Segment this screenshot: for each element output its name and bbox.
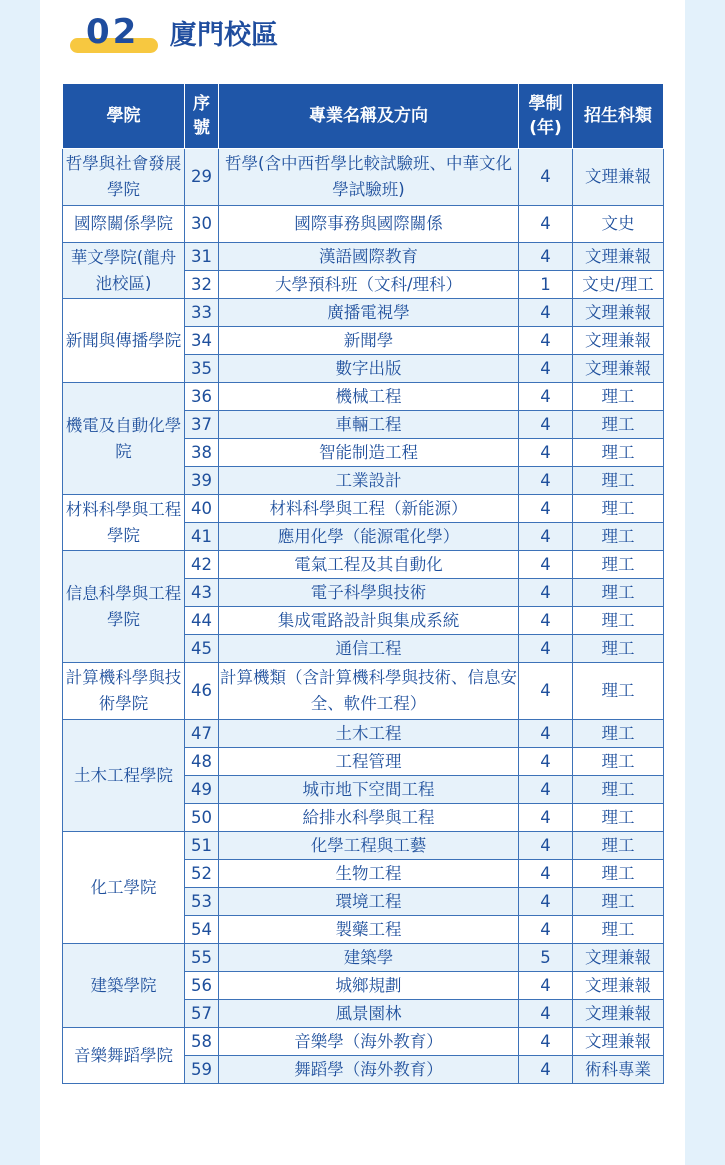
page bbox=[40, 0, 685, 1165]
years-cell: 4 bbox=[519, 916, 573, 944]
category-cell: 文理兼報 bbox=[573, 944, 664, 972]
major-cell: 大學預科班（文科/理科） bbox=[219, 271, 519, 299]
category-cell: 文史/理工 bbox=[573, 271, 664, 299]
major-cell: 音樂學（海外教育） bbox=[219, 1028, 519, 1056]
number-cell: 50 bbox=[185, 804, 219, 832]
college-cell: 華文學院(龍舟池校區) bbox=[63, 243, 185, 299]
major-cell: 土木工程 bbox=[219, 720, 519, 748]
years-cell: 4 bbox=[519, 1000, 573, 1028]
category-cell: 文史 bbox=[573, 206, 664, 243]
years-cell: 4 bbox=[519, 495, 573, 523]
number-cell: 32 bbox=[185, 271, 219, 299]
number-cell: 42 bbox=[185, 551, 219, 579]
years-cell: 4 bbox=[519, 888, 573, 916]
years-cell: 4 bbox=[519, 804, 573, 832]
category-cell: 文理兼報 bbox=[573, 149, 664, 206]
number-cell: 40 bbox=[185, 495, 219, 523]
header-years: 學制(年) bbox=[519, 84, 573, 149]
table-header-row bbox=[63, 84, 664, 149]
number-cell: 52 bbox=[185, 860, 219, 888]
table-row bbox=[63, 663, 664, 720]
major-cell: 城市地下空間工程 bbox=[219, 776, 519, 804]
category-cell: 理工 bbox=[573, 748, 664, 776]
category-cell: 理工 bbox=[573, 776, 664, 804]
major-cell: 計算機類（含計算機科學與技術、信息安全、軟件工程） bbox=[219, 663, 519, 720]
years-cell: 4 bbox=[519, 720, 573, 748]
number-cell: 43 bbox=[185, 579, 219, 607]
major-cell: 電子科學與技術 bbox=[219, 579, 519, 607]
category-cell: 文理兼報 bbox=[573, 299, 664, 327]
number-cell: 30 bbox=[185, 206, 219, 243]
category-cell: 理工 bbox=[573, 860, 664, 888]
college-cell: 建築學院 bbox=[63, 944, 185, 1028]
years-cell: 1 bbox=[519, 271, 573, 299]
category-cell: 理工 bbox=[573, 832, 664, 860]
years-cell: 4 bbox=[519, 776, 573, 804]
number-cell: 37 bbox=[185, 411, 219, 439]
category-cell: 理工 bbox=[573, 495, 664, 523]
category-cell: 文理兼報 bbox=[573, 243, 664, 271]
years-cell: 4 bbox=[519, 206, 573, 243]
major-cell: 環境工程 bbox=[219, 888, 519, 916]
number-cell: 38 bbox=[185, 439, 219, 467]
table-row bbox=[63, 206, 664, 243]
major-cell: 建築學 bbox=[219, 944, 519, 972]
category-cell: 理工 bbox=[573, 579, 664, 607]
table-row bbox=[63, 299, 664, 327]
table-row bbox=[63, 243, 664, 271]
major-cell: 國際事務與國際關係 bbox=[219, 206, 519, 243]
major-cell: 應用化學（能源電化學） bbox=[219, 523, 519, 551]
major-cell: 風景園林 bbox=[219, 1000, 519, 1028]
category-cell: 理工 bbox=[573, 888, 664, 916]
header-category: 招生科類 bbox=[573, 84, 664, 149]
years-cell: 4 bbox=[519, 299, 573, 327]
section-title: 廈門校區 bbox=[170, 20, 278, 51]
college-cell: 土木工程學院 bbox=[63, 720, 185, 832]
years-cell: 4 bbox=[519, 355, 573, 383]
years-cell: 4 bbox=[519, 663, 573, 720]
major-cell: 工程管理 bbox=[219, 748, 519, 776]
table-row bbox=[63, 832, 664, 860]
number-cell: 49 bbox=[185, 776, 219, 804]
number-cell: 55 bbox=[185, 944, 219, 972]
number-cell: 58 bbox=[185, 1028, 219, 1056]
years-cell: 4 bbox=[519, 383, 573, 411]
category-cell: 理工 bbox=[573, 551, 664, 579]
college-cell: 國際關係學院 bbox=[63, 206, 185, 243]
category-cell: 文理兼報 bbox=[573, 1000, 664, 1028]
number-cell: 33 bbox=[185, 299, 219, 327]
major-cell: 化學工程與工藝 bbox=[219, 832, 519, 860]
number-cell: 34 bbox=[185, 327, 219, 355]
header-college: 學院 bbox=[63, 84, 185, 149]
table-row bbox=[63, 1028, 664, 1056]
college-cell: 材料科學與工程學院 bbox=[63, 495, 185, 551]
college-cell: 機電及自動化學院 bbox=[63, 383, 185, 495]
category-cell: 理工 bbox=[573, 916, 664, 944]
major-cell: 數字出版 bbox=[219, 355, 519, 383]
years-cell: 4 bbox=[519, 523, 573, 551]
college-cell: 哲學與社會發展學院 bbox=[63, 149, 185, 206]
college-cell: 化工學院 bbox=[63, 832, 185, 944]
category-cell: 術科專業 bbox=[573, 1056, 664, 1084]
major-cell: 生物工程 bbox=[219, 860, 519, 888]
years-cell: 4 bbox=[519, 635, 573, 663]
major-cell: 城鄉規劃 bbox=[219, 972, 519, 1000]
number-cell: 53 bbox=[185, 888, 219, 916]
number-cell: 51 bbox=[185, 832, 219, 860]
section-number: 02 bbox=[86, 12, 140, 52]
major-cell: 通信工程 bbox=[219, 635, 519, 663]
category-cell: 理工 bbox=[573, 804, 664, 832]
years-cell: 4 bbox=[519, 1056, 573, 1084]
number-cell: 54 bbox=[185, 916, 219, 944]
table-row bbox=[63, 383, 664, 411]
number-cell: 45 bbox=[185, 635, 219, 663]
major-cell: 工業設計 bbox=[219, 467, 519, 495]
major-cell: 材料科學與工程（新能源） bbox=[219, 495, 519, 523]
major-cell: 給排水科學與工程 bbox=[219, 804, 519, 832]
major-cell: 新聞學 bbox=[219, 327, 519, 355]
years-cell: 4 bbox=[519, 327, 573, 355]
years-cell: 4 bbox=[519, 243, 573, 271]
category-cell: 文理兼報 bbox=[573, 972, 664, 1000]
major-cell: 廣播電視學 bbox=[219, 299, 519, 327]
category-cell: 理工 bbox=[573, 411, 664, 439]
table-row bbox=[63, 720, 664, 748]
table-row bbox=[63, 149, 664, 206]
years-cell: 4 bbox=[519, 439, 573, 467]
college-cell: 音樂舞蹈學院 bbox=[63, 1028, 185, 1084]
section-header bbox=[70, 10, 470, 60]
years-cell: 4 bbox=[519, 411, 573, 439]
category-cell: 理工 bbox=[573, 383, 664, 411]
years-cell: 4 bbox=[519, 467, 573, 495]
major-cell: 電氣工程及其自動化 bbox=[219, 551, 519, 579]
number-cell: 31 bbox=[185, 243, 219, 271]
category-cell: 文理兼報 bbox=[573, 327, 664, 355]
category-cell: 理工 bbox=[573, 720, 664, 748]
header-major: 專業名稱及方向 bbox=[219, 84, 519, 149]
number-cell: 35 bbox=[185, 355, 219, 383]
major-cell: 車輛工程 bbox=[219, 411, 519, 439]
category-cell: 理工 bbox=[573, 523, 664, 551]
major-cell: 機械工程 bbox=[219, 383, 519, 411]
major-cell: 製藥工程 bbox=[219, 916, 519, 944]
years-cell: 4 bbox=[519, 607, 573, 635]
years-cell: 4 bbox=[519, 860, 573, 888]
header-no: 序號 bbox=[185, 84, 219, 149]
major-cell: 舞蹈學（海外教育） bbox=[219, 1056, 519, 1084]
major-cell: 哲學(含中西哲學比較試驗班、中華文化學試驗班) bbox=[219, 149, 519, 206]
years-cell: 4 bbox=[519, 972, 573, 1000]
college-cell: 計算機科學與技術學院 bbox=[63, 663, 185, 720]
number-cell: 41 bbox=[185, 523, 219, 551]
college-cell: 信息科學與工程學院 bbox=[63, 551, 185, 663]
major-cell: 智能制造工程 bbox=[219, 439, 519, 467]
years-cell: 5 bbox=[519, 944, 573, 972]
category-cell: 理工 bbox=[573, 467, 664, 495]
years-cell: 4 bbox=[519, 1028, 573, 1056]
number-cell: 39 bbox=[185, 467, 219, 495]
college-cell: 新聞與傳播學院 bbox=[63, 299, 185, 383]
years-cell: 4 bbox=[519, 832, 573, 860]
number-cell: 44 bbox=[185, 607, 219, 635]
category-cell: 理工 bbox=[573, 439, 664, 467]
category-cell: 理工 bbox=[573, 607, 664, 635]
years-cell: 4 bbox=[519, 149, 573, 206]
number-cell: 56 bbox=[185, 972, 219, 1000]
number-cell: 59 bbox=[185, 1056, 219, 1084]
category-cell: 理工 bbox=[573, 663, 664, 720]
table-row bbox=[63, 944, 664, 972]
category-cell: 文理兼報 bbox=[573, 1028, 664, 1056]
major-cell: 漢語國際教育 bbox=[219, 243, 519, 271]
years-cell: 4 bbox=[519, 579, 573, 607]
category-cell: 理工 bbox=[573, 635, 664, 663]
number-cell: 29 bbox=[185, 149, 219, 206]
number-cell: 47 bbox=[185, 720, 219, 748]
major-cell: 集成電路設計與集成系統 bbox=[219, 607, 519, 635]
years-cell: 4 bbox=[519, 748, 573, 776]
number-cell: 36 bbox=[185, 383, 219, 411]
years-cell: 4 bbox=[519, 551, 573, 579]
table-row bbox=[63, 551, 664, 579]
number-cell: 48 bbox=[185, 748, 219, 776]
table-row bbox=[63, 495, 664, 523]
number-cell: 46 bbox=[185, 663, 219, 720]
number-cell: 57 bbox=[185, 1000, 219, 1028]
majors-table bbox=[62, 84, 664, 1084]
category-cell: 文理兼報 bbox=[573, 355, 664, 383]
